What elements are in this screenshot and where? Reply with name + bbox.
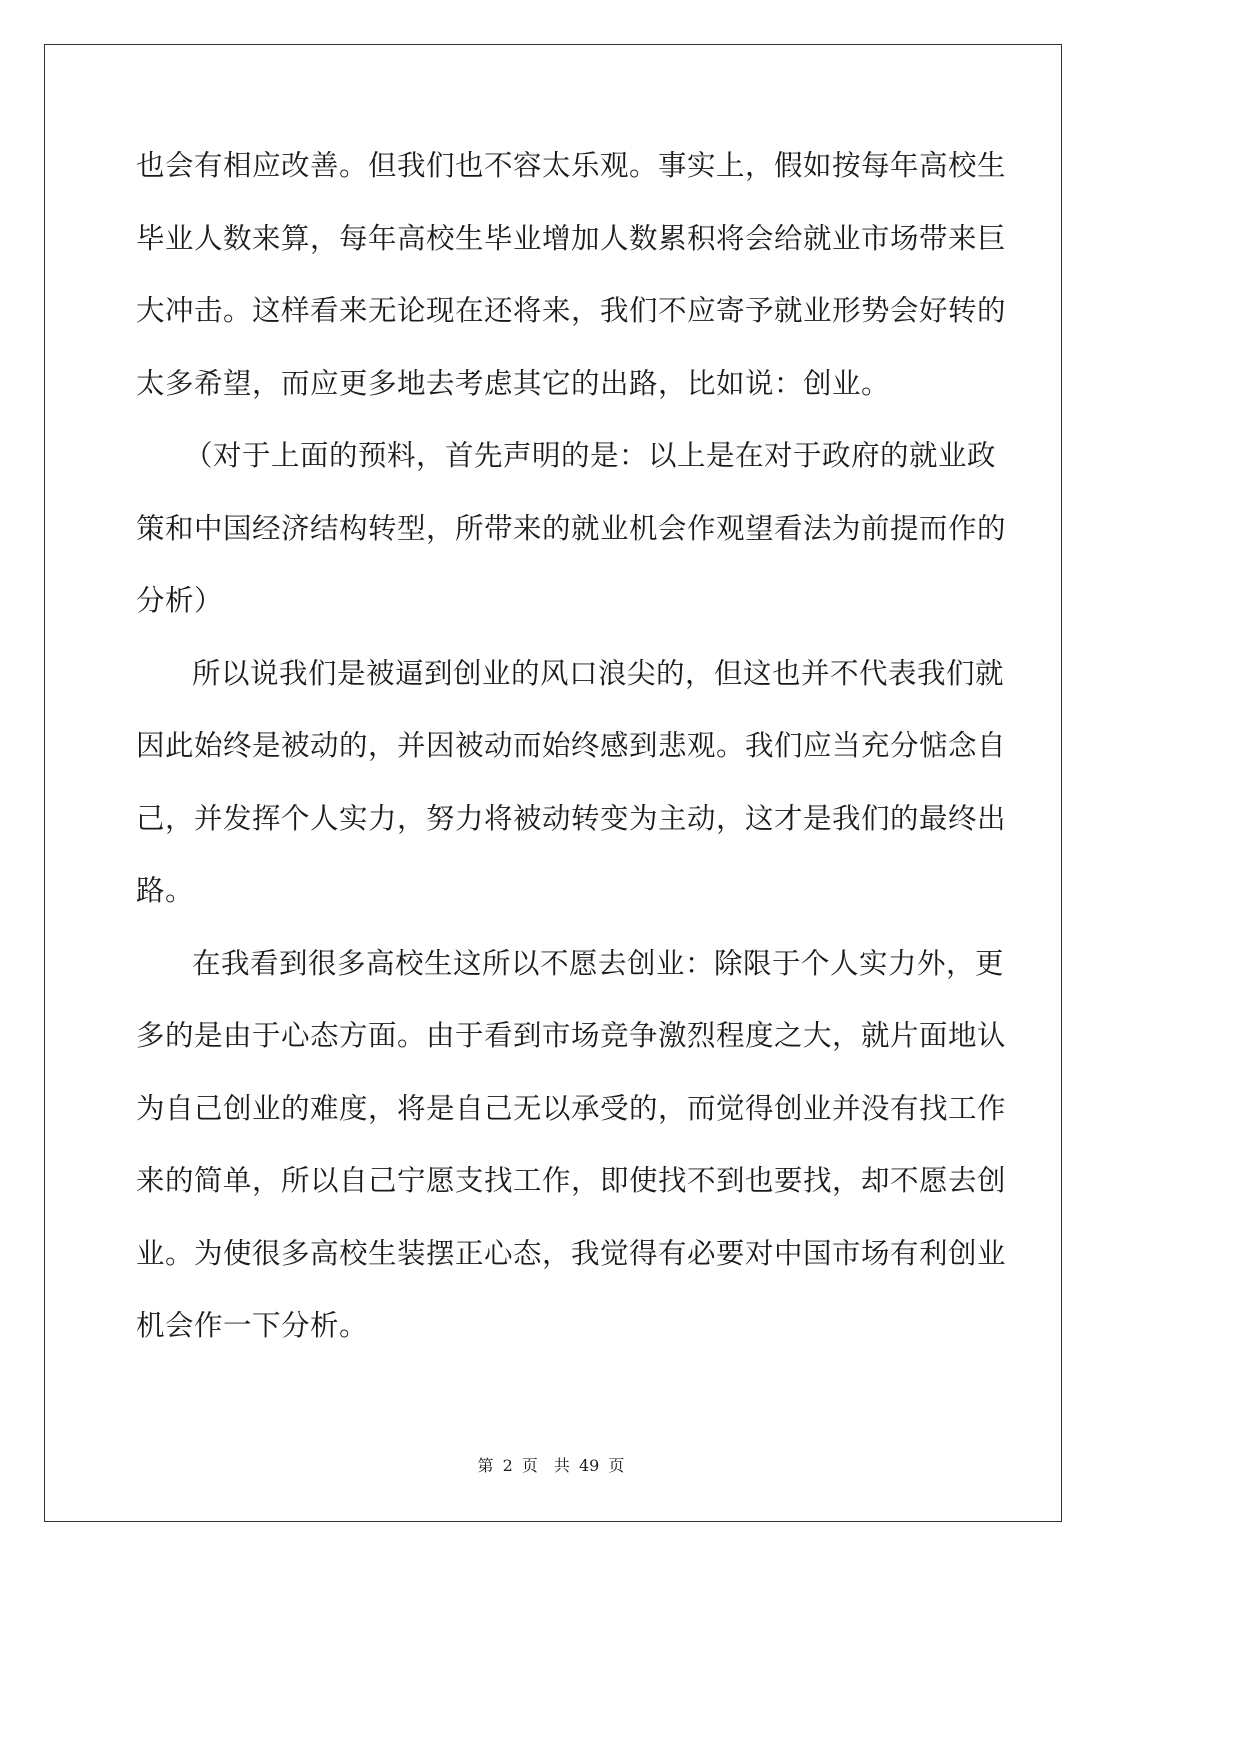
text-line: 分析）: [136, 584, 224, 617]
text-line: 在我看到很多高校生这所以不愿去创业：除限于个人实力外，更: [192, 946, 1005, 980]
text-line: 策和中国经济结构转型，所带来的就业机会作观望看法为前提而作的: [136, 511, 1007, 545]
text-line: 多的是由于心态方面。由于看到市场竞争激烈程度之大，就片面地认: [136, 1019, 1007, 1052]
text-line: 来的简单，所以自己宁愿支找工作，即使找不到也要找，却不愿去创: [136, 1164, 1007, 1197]
text-line: 路。: [136, 874, 195, 907]
text-line: 因此始终是被动的，并因被动而始终感到悲观。我们应当充分惦念自: [136, 729, 1007, 762]
text-line: 太多希望，而应更多地去考虑其它的出路，比如说：创业。: [136, 366, 891, 400]
text-line: 也会有相应改善。但我们也不容太乐观。事实上，假如按每年高校生: [136, 149, 1007, 182]
page-number-footer: 第 2 页 共 49 页: [477, 1456, 625, 1475]
text-line: 己，并发挥个人实力，努力将被动转变为主动，这才是我们的最终出: [136, 801, 1007, 835]
document-body: [136, 144, 1007, 1377]
text-line: 为自己创业的难度，将是自己无以承受的，而觉得创业并没有找工作: [136, 1091, 1007, 1125]
text-line: 大冲击。这样看来无论现在还将来，我们不应寄予就业形势会好转的: [136, 294, 1007, 327]
text-line: 所以说我们是被逼到创业的风口浪尖的，但这也并不代表我们就: [192, 656, 1005, 690]
text-line: 业。为使很多高校生装摆正心态，我觉得有必要对中国市场有利创业: [136, 1236, 1007, 1270]
text-line: 机会作一下分析。: [136, 1309, 369, 1342]
text-line: 毕业人数来算，每年高校生毕业增加人数累积将会给就业市场带来巨: [136, 221, 1007, 255]
text-line: （对于上面的预料，首先声明的是：以上是在对于政府的就业政: [184, 439, 997, 472]
